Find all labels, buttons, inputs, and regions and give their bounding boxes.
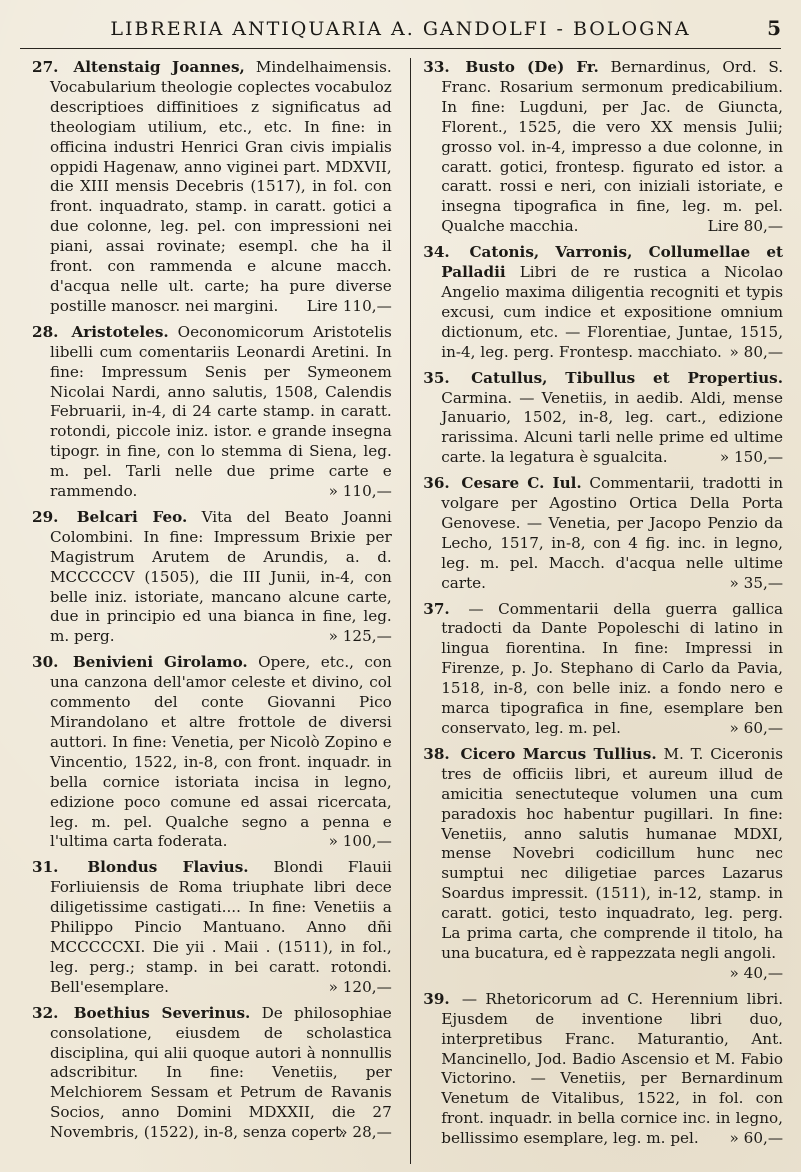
entry-price: » 80,— (729, 342, 784, 361)
right-column (419, 58, 783, 1164)
entry-number: 28. (32, 322, 59, 341)
entry-description: Libri de re rustica a Nicolao Angelio maxima diligentia recogniti et typis excusi, cum indice et expositione omnium dictionum, etc. — Florentiae, Juntae, 1515, in-4, leg. perg. Frontesp. macchiato. (441, 263, 784, 361)
entry-number: 29. (32, 507, 59, 526)
catalogue-entry (32, 323, 392, 502)
entry-heading: Catullus, Tibullus et Propertius. (471, 368, 784, 387)
entry-price: » 125,— (328, 627, 392, 646)
entry-number: 30. (32, 653, 59, 672)
entry-price: » 60,— (729, 719, 784, 737)
entry-description: Vita del Beato Joanni Colombini. In fine: Impressum Brixie per Magistrum Arutem de Arundis, a. d. MCCCCCV (1505), die III Junii, in-4, con belle iniz. istoriate, mancano alcune carte, due in principio ed una bianca in fine, leg. m. perg. (50, 507, 392, 646)
entry-heading: Aristoteles. (71, 322, 169, 341)
entry-price: » 100,— (328, 832, 392, 851)
catalogue-columns (32, 58, 783, 1164)
entry-number: 31. (32, 858, 59, 877)
entry-price: » 35,— (729, 573, 784, 592)
entry-number: 38. (423, 744, 450, 763)
catalogue-entry (423, 990, 783, 1149)
entry-heading: Altenstaig Joannes, (73, 58, 245, 76)
entry-number: 35. (423, 368, 450, 387)
catalogue-entry (423, 243, 783, 362)
entry-heading: Busto (De) Fr. (465, 58, 599, 76)
entry-description: Opere, etc., con una canzona dell'amor celeste et divino, col commento del conte Giovanni Pico Mirandolano et altre frottole de diversi auttori. In fine: Venetia, per Nicolò Zopino e Vincentio, 1522, in-8, con front. inquadr. in bella cornice istoriata incisa in legno, edizione poco comune ed assai ricercata, leg. m. pel. Qualche segno a penna e l'ultima carta foderata. (50, 653, 392, 851)
entry-price: » 150,— (719, 448, 784, 467)
entry-description: Commentarii, tradotti in volgare per Agostino Ortica Della Porta Genovese. — Venetia, per Jacopo Penzio da Lecho, 1517, in-8, con 4 fig. inc. in legno, leg. m. pel. Macch. d'acqua nelle ultime carte. (441, 474, 784, 592)
catalogue-entry (32, 508, 392, 647)
catalogue-entry (423, 474, 783, 593)
entry-heading: Boethius Severinus. (73, 1003, 251, 1022)
entry-number: 27. (32, 58, 59, 76)
entry-number: 36. (423, 474, 450, 493)
entry-description: Oeconomicorum Aristotelis libelli cum comentariis Leonardi Aretini. In fine: Impressum Senis per Symeonem Nicolai Nardi, anno salutis, 1508, Calendis Februarii, in-4, di 24 carte stamp. in caratt. rotondi, piccole iniz. istor. e grande insegna tipogr. in fine, con lo stemma di Siena, leg. m. pel. Tarli nelle due prime carte e rammendo. (50, 322, 392, 501)
column-divider (410, 58, 411, 1164)
catalogue-entry (32, 858, 392, 997)
entry-description: Mindelhaimensis. Vocabularium theologie coplectes vocabuloz descriptioes diffinitioes z significatus ad theologiam utilium, etc., etc. In fine: in officina industri Henrici Gran civis impialis oppidi Hagenaw, anno viginei part. MDXVII, die XIII mensis Decebris (1517), in fol. con front. inquadrato, stamp. in caratt. gotici a due colonne, leg. pel. con impressioni nei piani, assai rovinate; esempl. che ha il front. con rammenda e alcune macch. d'acqua nelle ult. carte; ha pure diverse postille manoscr. nei margini. (50, 58, 392, 315)
page-number: 5 (767, 16, 781, 40)
entry-heading: Belcari Feo. (76, 507, 188, 526)
catalogue-entry (423, 600, 783, 739)
entry-number: 39. (423, 989, 450, 1008)
entry-description: M. T. Ciceronis tres de officiis libri, et aureum illud de amicitia senectuteque volumen una cum paradoxis hoc habentur pugillari. In fine: Venetiis, anno salutis humanae MDXI, mense Novebri codicillum hunc nec sumptui nec diligetiae parces Lazarus Soardus impressit. (1511), in-12, stamp. in caratt. gotici, testo inquadrato, leg. perg. La prima carta, che comprende il titolo, ha una bucatura, ed è rappezzata negli angoli. (441, 744, 784, 962)
page-header (20, 10, 781, 49)
entry-price: Lire 80,— (707, 217, 784, 236)
catalogue-entry (423, 58, 783, 237)
header-title: LIBRERIA ANTIQUARIA A. GANDOLFI - BOLOGNA (110, 18, 691, 40)
catalogue-entry (32, 1004, 392, 1143)
left-column (32, 58, 402, 1164)
entry-heading: Benivieni Girolamo. (72, 653, 248, 672)
entry-price: » 60,— (729, 1129, 784, 1148)
entry-heading: Cesare C. Iul. (461, 474, 582, 493)
entry-heading: Blondus Flavius. (87, 858, 249, 877)
entry-number: 37. (423, 599, 450, 618)
entry-number: 34. (423, 243, 450, 262)
entry-description: — Rhetoricorum ad C. Herennium libri. Ejusdem de inventione libri duo, interpretibus Franc. Maturantio, Ant. Mancinello, Jod. Badio Ascensio et M. Fabio Victorino. — Venetiis, per Bernardinum Venetum de Vitalibus, 1522, in fol. con front. inquadr. in bella cornice inc. in legno, bellissimo esemplare, leg. m. pel. (441, 989, 784, 1148)
catalogue-entry (423, 745, 783, 984)
entry-description: Carmina. — Venetiis, in aedib. Aldi, mense Januario, 1502, in-8, leg. cart., edizione rarissima. Alcuni tarli nelle prime ed ultime carte. la legatura è sgualcita. (441, 388, 784, 467)
entry-price: Lire 110,— (306, 296, 392, 315)
entry-description: De philosophiae consolatione, eiusdem de scholastica disciplina, qui alii quoque autori à nonnullis adscribitur. In fine: Venetiis, per Melchiorem Sessam et Petrum de Ravanis Socios, anno Domini MDXXII, die 27 Novembris, (1522), in-8, senza copert. (50, 1003, 392, 1142)
entry-price: » 110,— (328, 482, 392, 501)
entry-price: » 120,— (328, 977, 392, 996)
entry-price: » 28,— (338, 1123, 392, 1142)
catalogue-entry (32, 653, 392, 852)
catalogue-entry (423, 369, 783, 469)
entry-description: Bernardinus, Ord. S. Franc. Rosarium sermonum predicabilium. In fine: Lugduni, per Jac. de Giuncta, Florent., 1525, die vero XX mensis Julii; grosso vol. in-4, impresso a due colonne, in caratt. gotici, frontesp. figurato ed istor. a caratt. rossi e neri, con iniziali istoriate, e insegna tipografica in fine, leg. m. pel. Qualche macchia. (441, 58, 784, 236)
entry-number: 32. (32, 1003, 59, 1022)
entry-description: Blondi Flauii Forliuiensis de Roma triuphate libri dece diligetissime castigati.... In fine: Venetiis a Philippo Pincio Mantuano. Anno dñi MCCCCCXI. Die yii . Maii . (1511), in fol., leg. perg.; stamp. in bei caratt. rotondi. Bell'esemplare. (50, 858, 392, 996)
entry-heading: Catonis, Varronis, Collumellae et Palladii (441, 243, 784, 282)
entry-number: 33. (423, 58, 450, 76)
entry-description: — Commentarii della guerra gallica tradocti da Dante Popoleschi di latino in lingua fiorentina. In fine: Impressi in Firenze, p. Jo. Stephano di Carlo da Pavia, 1518, in-8, con belle iniz. a fondo nero e marca tipografica in fine, esemplare ben conservato, leg. m. pel. (441, 599, 784, 737)
entry-heading: Cicero Marcus Tullius. (460, 744, 657, 763)
catalogue-entry (32, 58, 392, 317)
entry-price: » 40,— (729, 963, 784, 982)
